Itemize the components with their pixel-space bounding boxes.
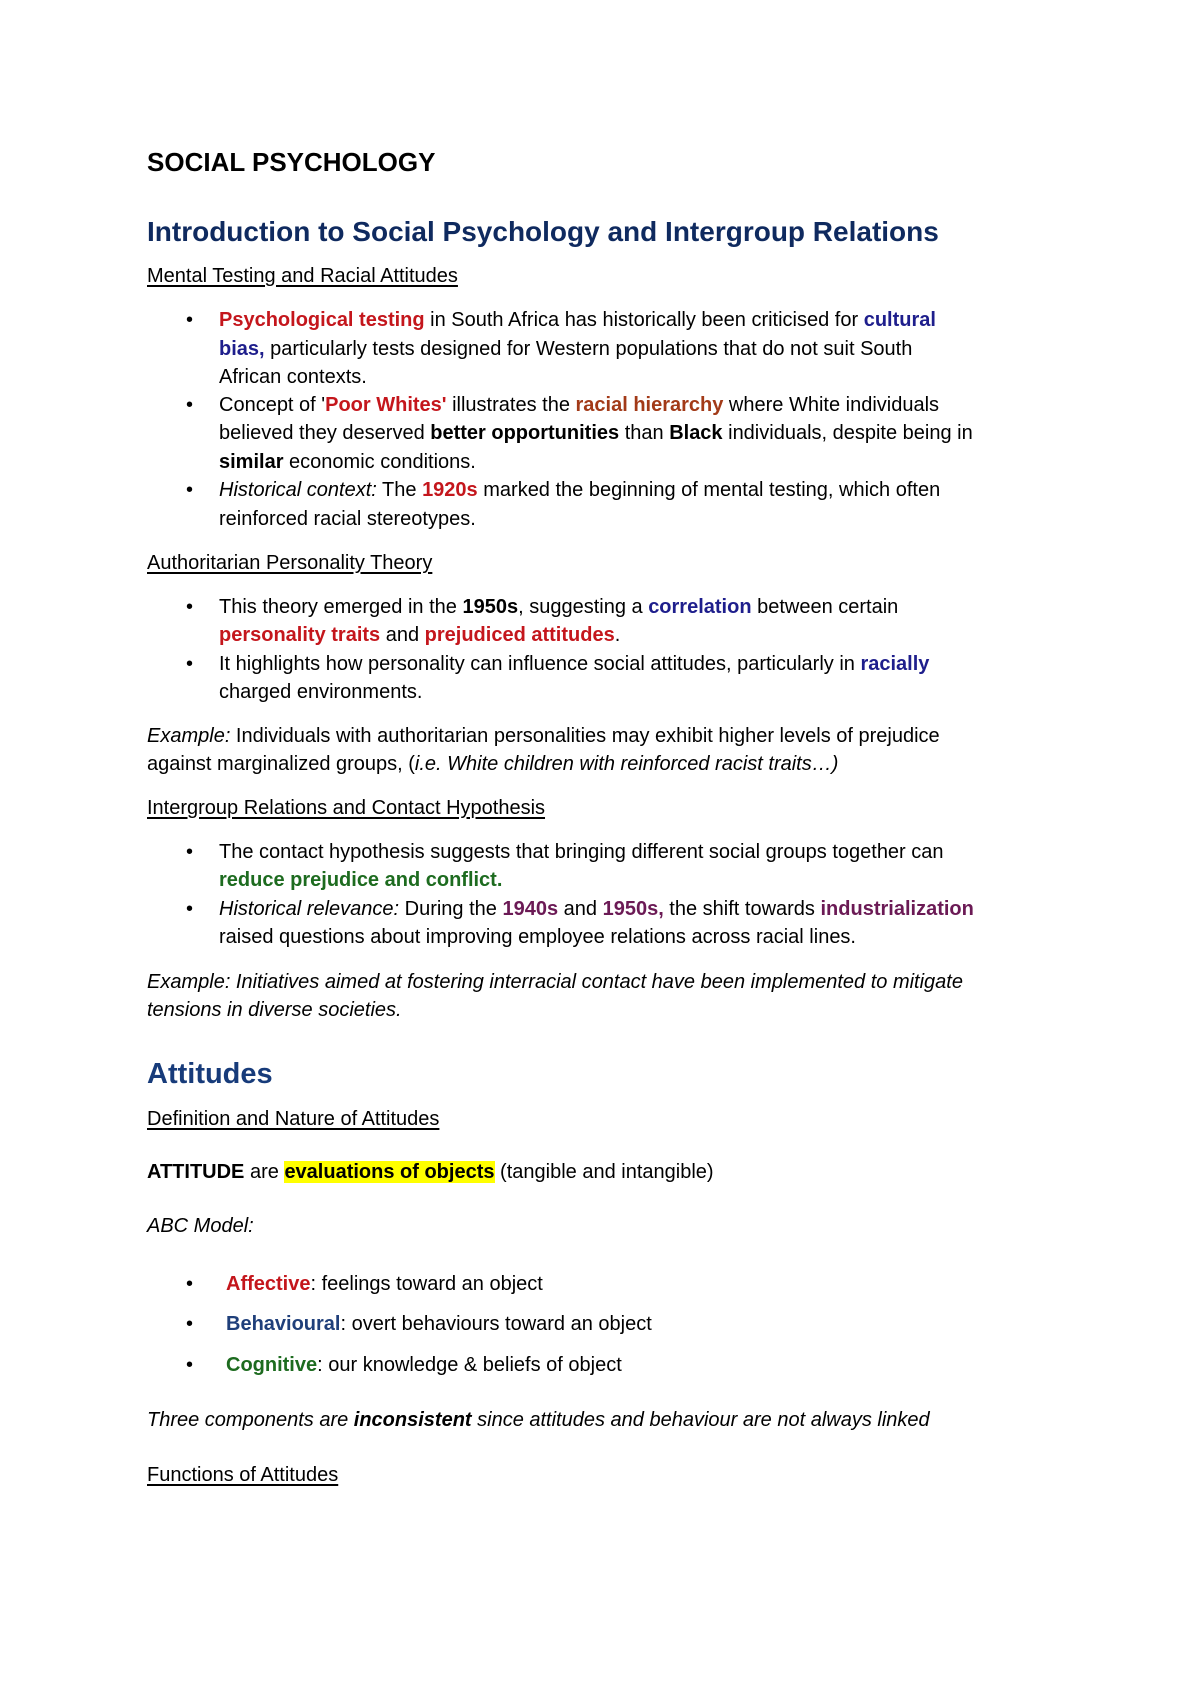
section-heading-attitudes: Attitudes: [147, 1058, 273, 1090]
bullet-icon: •: [186, 898, 194, 920]
bullet-3-line-2: reinforced racial stereotypes.: [219, 508, 476, 530]
document-title: SOCIAL PSYCHOLOGY: [147, 147, 436, 177]
abc-model-label: ABC Model:: [147, 1215, 254, 1237]
bullet-7-line-2: raised questions about improving employee relations across racial lines.: [219, 926, 856, 948]
subheading-functions: Functions of Attitudes: [147, 1464, 339, 1486]
bullet-7-line-1: Historical relevance: During the 1940s and 1950s, the shift towards industrialization: [219, 898, 974, 920]
bullet-2-line-2: believed they deserved better opportunities than Black individuals, despite being in: [219, 422, 973, 444]
abc-affective: Affective: feelings toward an object: [226, 1273, 543, 1295]
bullet-icon: •: [186, 479, 194, 501]
section-heading-intro: Introduction to Social Psychology and Intergroup Relations: [147, 216, 939, 247]
subheading-authoritarian: Authoritarian Personality Theory: [147, 552, 433, 574]
attitude-definition: ATTITUDE are evaluations of objects (tangible and intangible): [147, 1161, 714, 1183]
bullet-2-line-1: Concept of 'Poor Whites' illustrates the racial hierarchy where White individuals: [219, 394, 940, 416]
bullet-icon: •: [186, 1273, 194, 1295]
bullet-1-line-2: bias, particularly tests designed for Western populations that do not suit South: [219, 338, 913, 360]
subheading-mental-testing: Mental Testing and Racial Attitudes: [147, 265, 458, 287]
example-1-line-1: Example: Individuals with authoritarian personalities may exhibit higher levels of prejudice: [147, 725, 940, 747]
bullet-3-line-1: Historical context: The 1920s marked the beginning of mental testing, which often: [219, 479, 941, 501]
abc-behavioural: Behavioural: overt behaviours toward an object: [226, 1313, 652, 1335]
bullet-icon: •: [186, 394, 194, 416]
subheading-definition: Definition and Nature of Attitudes: [147, 1108, 440, 1130]
bullet-4-line-2: personality traits and prejudiced attitudes.: [219, 624, 621, 646]
bullet-icon: •: [186, 841, 194, 863]
bullet-icon: •: [186, 653, 194, 675]
abc-cognitive: Cognitive: our knowledge & beliefs of object: [226, 1354, 622, 1376]
example-1-line-2: against marginalized groups, (i.e. White children with reinforced racist traits…): [147, 753, 839, 775]
bullet-icon: •: [186, 1313, 194, 1335]
bullet-4-line-1: This theory emerged in the 1950s, suggesting a correlation between certain: [219, 596, 899, 618]
bullet-1-line-3: African contexts.: [219, 366, 367, 388]
bullet-5-line-2: charged environments.: [219, 681, 423, 703]
bullet-icon: •: [186, 1354, 194, 1376]
example-2-line-1: Example: Initiatives aimed at fostering interracial contact have been implemented to mitigate: [147, 971, 963, 993]
example-2-line-2: tensions in diverse societies.: [147, 999, 402, 1021]
bullet-2-line-3: similar economic conditions.: [219, 451, 476, 473]
components-note: Three components are inconsistent since attitudes and behaviour are not always linked: [147, 1409, 930, 1431]
bullet-icon: •: [186, 596, 194, 618]
bullet-5-line-1: It highlights how personality can influence social attitudes, particularly in racially: [219, 653, 930, 675]
bullet-icon: •: [186, 309, 194, 331]
bullet-6-line-1: The contact hypothesis suggests that bringing different social groups together can: [219, 841, 944, 863]
bullet-6-line-2: reduce prejudice and conflict.: [219, 869, 503, 891]
bullet-1-line-1: Psychological testing in South Africa has historically been criticised for cultural: [219, 309, 936, 331]
subheading-intergroup: Intergroup Relations and Contact Hypothesis: [147, 797, 546, 819]
